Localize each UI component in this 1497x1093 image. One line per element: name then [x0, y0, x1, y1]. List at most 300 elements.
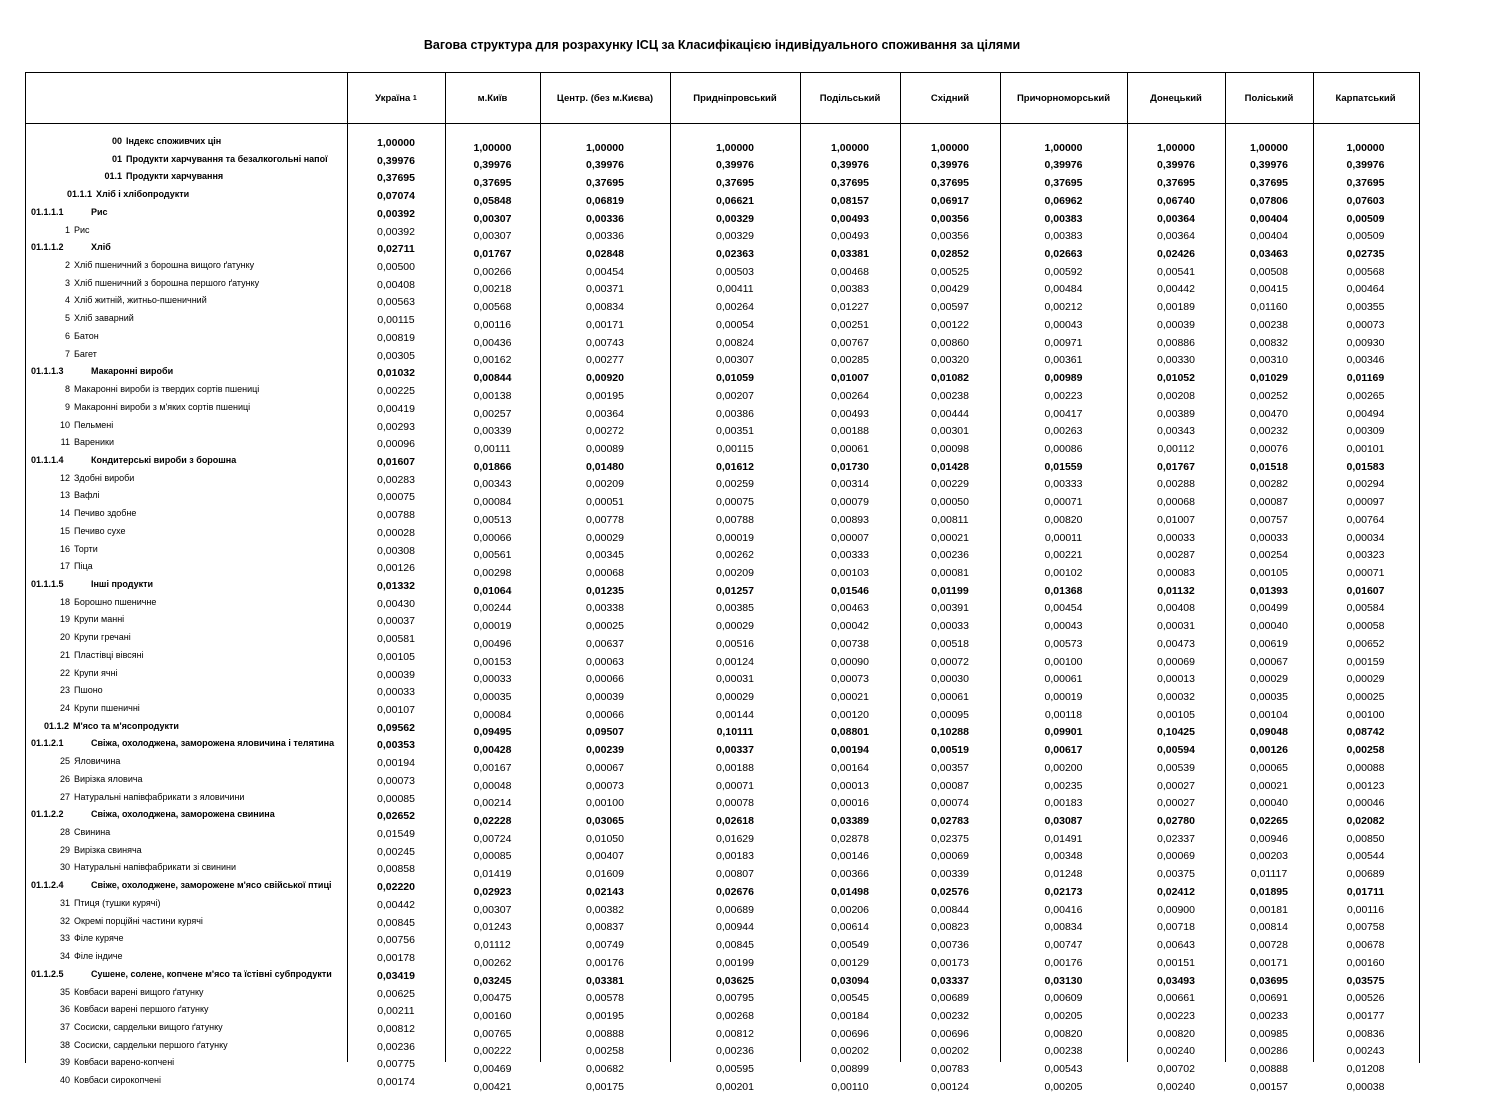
value-cell: 0,00860 [931, 336, 969, 349]
value-cell: 0,00051 [586, 496, 624, 509]
table-row [27, 933, 1418, 951]
value-cell: 0,00265 [1346, 389, 1385, 402]
row-name: Індекс споживчих цін [126, 136, 222, 146]
value-cell: 0,00028 [377, 526, 415, 539]
table-row [27, 331, 1418, 349]
value-cell: 0,00788 [377, 509, 415, 522]
value-cell: 0,00736 [931, 939, 969, 952]
table-row [27, 685, 1418, 703]
row-name: Ковбаси варені вищого ґатунку [74, 986, 204, 997]
value-cell: 0,00832 [1250, 336, 1288, 349]
value-cell: 1,00000 [1157, 141, 1195, 154]
row-label [27, 526, 347, 544]
value-cell: 0,00116 [1346, 903, 1385, 916]
value-cell: 0,00037 [377, 615, 415, 628]
value-cell: 0,00159 [1346, 655, 1385, 668]
row-name: Свіжа, охолоджена, заморожена свинина [91, 809, 275, 820]
value-cell: 0,01518 [1250, 460, 1288, 473]
value-cell: 0,00724 [473, 832, 512, 845]
value-cell: 0,00206 [831, 903, 869, 916]
value-cell: 0,00293 [377, 420, 415, 433]
row-label [27, 880, 347, 898]
value-cell: 0,00116 [473, 318, 512, 331]
row-name: Борошно пшеничне [74, 596, 157, 607]
row-label [27, 916, 347, 934]
value-cell: 0,00383 [831, 283, 869, 296]
value-cell: 0,02780 [1157, 815, 1195, 828]
value-cell: 0,01050 [586, 832, 624, 845]
value-cell: 0,00235 [1044, 779, 1083, 792]
value-cell: 0,00442 [1157, 283, 1195, 296]
value-cell: 0,00310 [1250, 354, 1288, 367]
value-cell: 0,37695 [586, 177, 624, 190]
column-header-prydniprovskyi: Придніпровський [693, 92, 777, 104]
value-cell: 0,00088 [1346, 761, 1385, 774]
value-cell: 0,00496 [473, 637, 512, 650]
value-cell: 0,01243 [473, 921, 512, 934]
value-cell: 0,00069 [1157, 850, 1195, 863]
row-name: Макаронні вироби [91, 366, 174, 377]
value-cell: 0,00526 [1346, 992, 1385, 1005]
table-row [27, 951, 1418, 969]
row-label [27, 384, 347, 402]
value-cell: 0,00404 [1250, 230, 1288, 243]
row-name: Сосиски, сардельки вищого ґатунку [74, 1021, 223, 1032]
value-cell: 0,00069 [1157, 655, 1195, 668]
value-cell: 0,00391 [931, 602, 969, 615]
value-cell: 0,00900 [1157, 903, 1195, 916]
value-cell: 0,00509 [1346, 212, 1385, 225]
row-name: Інші продукти [91, 578, 154, 589]
value-cell: 0,00568 [1346, 265, 1385, 278]
value-cell: 0,02735 [1346, 248, 1385, 261]
value-cell: 0,00329 [716, 212, 754, 225]
row-name: Багет [74, 348, 97, 359]
value-cell: 0,00834 [586, 301, 624, 314]
row-code: 01.1 [104, 171, 122, 182]
value-cell: 0,08742 [1346, 726, 1385, 739]
row-code: 16 [59, 543, 70, 554]
value-cell: 0,00129 [831, 956, 869, 969]
value-cell: 0,02265 [1250, 815, 1288, 828]
row-code: 01.1.1.4 [31, 454, 64, 465]
value-cell: 0,37695 [377, 172, 415, 185]
table-row [27, 437, 1418, 455]
value-cell: 0,03094 [831, 974, 869, 987]
value-cell: 0,00689 [1346, 868, 1385, 881]
value-cell: 0,00339 [473, 425, 512, 438]
value-cell: 0,00262 [716, 549, 754, 562]
table-row [27, 349, 1418, 367]
row-name: Кондитерські вироби з борошна [91, 454, 237, 465]
table-row [27, 862, 1418, 880]
value-cell: 0,00578 [586, 992, 624, 1005]
column-header-center: Центр. (без м.Києва) [556, 92, 654, 104]
value-cell: 0,03381 [586, 974, 624, 987]
value-cell: 0,00038 [1346, 1080, 1385, 1093]
value-cell: 0,00157 [1250, 1080, 1288, 1093]
row-name: Рис [74, 224, 90, 235]
table-row [27, 508, 1418, 526]
value-cell: 0,00011 [1044, 531, 1083, 544]
value-cell: 0,00118 [1044, 708, 1083, 721]
value-cell: 0,00764 [1346, 513, 1385, 526]
value-cell: 0,00333 [831, 549, 869, 562]
value-cell: 0,01007 [831, 372, 869, 385]
value-cell: 0,00232 [931, 1009, 969, 1022]
value-cell: 0,00067 [1250, 655, 1288, 668]
row-label [27, 402, 347, 420]
value-cell: 0,00308 [377, 544, 415, 557]
value-cell: 0,00061 [1044, 673, 1083, 686]
value-cell: 0,00264 [716, 301, 754, 314]
value-cell: 0,01895 [1250, 885, 1288, 898]
value-cell: 0,03087 [1044, 815, 1083, 828]
value-cell: 0,00494 [1346, 407, 1385, 420]
row-name: Сушене, солене, копчене м'ясо та їстівні субпродукти [91, 968, 332, 979]
value-cell: 0,00493 [831, 212, 869, 225]
value-cell: 0,00819 [377, 331, 415, 344]
value-cell: 0,00661 [1157, 992, 1195, 1005]
value-cell: 0,00240 [1157, 1045, 1195, 1058]
value-cell: 0,00836 [1346, 1027, 1385, 1040]
value-cell: 0,00233 [1250, 1009, 1288, 1022]
value-cell: 0,01428 [931, 460, 969, 473]
value-cell: 1,00000 [1044, 141, 1083, 154]
value-cell: 0,00323 [1346, 549, 1385, 562]
value-cell: 0,01059 [716, 372, 754, 385]
row-code: 29 [59, 844, 70, 855]
value-cell: 0,03419 [377, 969, 415, 982]
value-cell: 0,00039 [1157, 318, 1195, 331]
value-cell: 0,01607 [377, 455, 415, 468]
value-cell: 0,02576 [931, 885, 969, 898]
value-cell: 0,00007 [831, 531, 869, 544]
row-name: Натуральні напівфабрикати з яловичини [74, 791, 245, 802]
row-label [27, 597, 347, 615]
table-row [27, 490, 1418, 508]
value-cell: 0,00294 [1346, 478, 1385, 491]
value-cell: 0,00076 [1250, 442, 1288, 455]
value-cell: 0,00930 [1346, 336, 1385, 349]
value-cell: 0,00609 [1044, 992, 1083, 1005]
value-cell: 0,00266 [473, 265, 512, 278]
column-header-skhidnyi: Східний [930, 92, 970, 104]
value-cell: 0,39976 [586, 159, 624, 172]
row-name: Хліб і хлібопродукти [96, 189, 190, 200]
value-cell: 0,00087 [931, 779, 969, 792]
value-cell: 0,00073 [586, 779, 624, 792]
value-cell: 0,39976 [473, 159, 512, 172]
row-name: Хліб пшеничний з борошна першого ґатунку [74, 277, 260, 288]
row-name: Свіжа, охолоджена, заморожена яловичина і телятина [91, 738, 335, 749]
value-cell: 0,01052 [1157, 372, 1195, 385]
value-cell: 0,02412 [1157, 885, 1195, 898]
row-label [27, 349, 347, 367]
value-cell: 0,00888 [586, 1027, 624, 1040]
row-name: Хліб заварний [74, 313, 134, 324]
value-cell: 0,00563 [377, 296, 415, 309]
value-cell: 0,00337 [716, 744, 754, 757]
row-code: 36 [59, 1004, 70, 1015]
value-cell: 0,00222 [473, 1045, 512, 1058]
value-cell: 0,00043 [1044, 318, 1083, 331]
value-cell: 0,03493 [1157, 974, 1195, 987]
row-name: Пельмені [74, 419, 114, 430]
value-cell: 0,00718 [1157, 921, 1195, 934]
value-cell: 0,00765 [473, 1027, 512, 1040]
row-label [27, 650, 347, 668]
value-cell: 0,00013 [1157, 673, 1195, 686]
row-code: 7 [64, 348, 70, 359]
value-cell: 0,01064 [473, 584, 512, 597]
value-cell: 0,00356 [931, 212, 969, 225]
value-cell: 0,00375 [1157, 868, 1195, 881]
value-cell: 0,00244 [473, 602, 512, 615]
value-cell: 0,00194 [831, 744, 869, 757]
column-header-karpatskyi: Карпатський [1335, 92, 1396, 104]
value-cell: 0,00029 [1346, 673, 1385, 686]
row-code: 34 [59, 951, 70, 962]
value-cell: 0,01029 [1250, 372, 1288, 385]
row-code: 2 [64, 260, 70, 271]
row-name: Здобні вироби [74, 472, 135, 483]
value-cell: 0,01393 [1250, 584, 1288, 597]
value-cell: 0,00484 [1044, 283, 1083, 296]
value-cell: 0,00102 [1044, 566, 1083, 579]
value-cell: 0,00258 [586, 1045, 624, 1058]
value-cell: 0,00124 [931, 1080, 969, 1093]
value-cell: 0,01419 [473, 868, 512, 881]
value-cell: 0,00298 [473, 566, 512, 579]
value-cell: 0,00468 [831, 265, 869, 278]
value-cell: 0,09048 [1250, 726, 1288, 739]
value-cell: 0,03130 [1044, 974, 1083, 987]
value-cell: 0,00027 [1157, 779, 1195, 792]
row-name: Рис [91, 206, 108, 217]
value-cell: 0,01199 [931, 584, 969, 597]
row-code: 5 [64, 313, 70, 324]
value-cell: 0,00171 [1250, 956, 1288, 969]
row-label [27, 632, 347, 650]
value-cell: 0,00366 [831, 868, 869, 881]
table-row [27, 171, 1418, 189]
value-cell: 0,00071 [1044, 496, 1083, 509]
value-cell: 0,00383 [1044, 212, 1083, 225]
value-cell: 0,00421 [473, 1080, 512, 1093]
value-cell: 0,00105 [1157, 708, 1195, 721]
value-cell: 0,00597 [931, 301, 969, 314]
value-cell: 0,00042 [831, 620, 869, 633]
value-cell: 0,01117 [1250, 868, 1288, 881]
table-row [27, 260, 1418, 278]
row-label [27, 225, 347, 243]
header-divider [25, 123, 1419, 124]
row-name: Печиво здобне [74, 508, 137, 519]
value-cell: 0,00068 [1157, 496, 1195, 509]
value-cell: 0,00343 [473, 478, 512, 491]
column-header-ukraine [347, 74, 445, 122]
value-cell: 0,00029 [1250, 673, 1288, 686]
value-cell: 0,00509 [1346, 230, 1385, 243]
value-cell: 0,00034 [1346, 531, 1385, 544]
row-code: 01.1.1.1 [31, 206, 64, 217]
value-cell: 0,00162 [473, 354, 512, 367]
value-cell: 0,02173 [1044, 885, 1083, 898]
value-cell: 0,00283 [377, 473, 415, 486]
value-cell: 0,00178 [377, 952, 415, 965]
value-cell: 0,00174 [377, 1076, 415, 1089]
table-row [27, 738, 1418, 756]
value-cell: 0,00858 [377, 863, 415, 876]
value-cell: 0,00814 [1250, 921, 1288, 934]
row-label [27, 207, 347, 225]
value-cell: 0,03389 [831, 815, 869, 828]
value-cell: 0,00307 [473, 212, 512, 225]
value-cell: 0,00837 [586, 921, 624, 934]
row-name: Піца [74, 561, 93, 572]
value-cell: 0,01032 [377, 367, 415, 380]
value-cell: 0,00124 [716, 655, 754, 668]
value-cell: 0,00264 [831, 389, 869, 402]
value-cell: 0,00090 [831, 655, 869, 668]
row-name: Окремі порційні частини курячі [74, 915, 203, 926]
value-cell: 0,00758 [1346, 921, 1385, 934]
row-label [27, 171, 347, 189]
value-cell: 0,00033 [1157, 531, 1195, 544]
value-cell: 0,00775 [377, 1058, 415, 1071]
row-code: 01.1.2.1 [31, 738, 64, 749]
value-cell: 0,00033 [931, 620, 969, 633]
value-cell: 0,00287 [1157, 549, 1195, 562]
value-cell: 0,00207 [716, 389, 754, 402]
value-cell: 0,00160 [1346, 956, 1385, 969]
row-code: 38 [59, 1039, 70, 1050]
value-cell: 0,00743 [586, 336, 624, 349]
value-cell: 0,00097 [1346, 496, 1385, 509]
value-cell: 0,00625 [377, 987, 415, 1000]
value-cell: 0,03463 [1250, 248, 1288, 261]
value-cell: 0,00382 [586, 903, 624, 916]
value-cell: 0,00503 [716, 265, 754, 278]
row-code: 20 [59, 632, 70, 643]
row-code: 01.1.1.5 [31, 578, 64, 589]
row-code: 12 [59, 472, 70, 483]
value-cell: 0,00419 [377, 402, 415, 415]
value-cell: 0,00039 [377, 668, 415, 681]
value-cell: 0,00364 [586, 407, 624, 420]
value-cell: 0,00416 [1044, 903, 1083, 916]
value-cell: 0,00415 [1250, 283, 1288, 296]
value-cell: 0,00238 [1250, 318, 1288, 331]
value-cell: 0,00305 [377, 349, 415, 362]
value-cell: 1,00000 [716, 141, 754, 154]
value-cell: 0,00788 [716, 513, 754, 526]
column-header-poliskyi: Поліський [1244, 92, 1294, 104]
value-cell: 0,00807 [716, 868, 754, 881]
table-row [27, 455, 1418, 473]
value-cell: 0,00025 [1346, 691, 1385, 703]
value-cell: 0,00066 [586, 673, 624, 686]
value-cell: 0,02923 [473, 885, 512, 898]
value-cell: 0,00065 [1250, 761, 1288, 774]
value-cell: 0,00079 [831, 496, 869, 509]
value-cell: 0,01612 [716, 460, 754, 473]
value-cell: 0,00101 [1346, 442, 1385, 455]
value-cell: 0,00030 [931, 673, 969, 686]
value-cell: 0,01549 [377, 828, 415, 841]
row-label [27, 278, 347, 296]
value-cell: 0,00195 [586, 389, 624, 402]
value-cell: 0,00103 [831, 566, 869, 579]
column-header-prychornomorskyi: Причорноморський [1016, 92, 1111, 104]
value-cell: 0,00252 [1250, 389, 1288, 402]
value-cell: 1,00000 [377, 137, 415, 149]
row-code: 01.1.1.3 [31, 366, 64, 377]
value-cell: 0,00272 [586, 425, 624, 438]
value-cell: 0,00243 [1346, 1045, 1385, 1058]
row-label [27, 508, 347, 526]
value-cell: 0,00444 [931, 407, 969, 420]
value-cell: 0,00098 [931, 442, 969, 455]
table-row [27, 1075, 1418, 1093]
value-cell: 0,00820 [1044, 513, 1083, 526]
value-cell: 0,00073 [1346, 318, 1385, 331]
row-code: 11 [60, 437, 70, 448]
table-row [27, 313, 1418, 331]
value-cell: 0,00016 [831, 797, 869, 810]
value-cell: 0,00073 [831, 673, 869, 686]
value-cell: 0,01007 [1157, 513, 1195, 526]
value-cell: 0,00019 [716, 531, 754, 544]
value-cell: 0,39976 [716, 159, 754, 172]
value-cell: 0,00223 [1044, 389, 1083, 402]
value-cell: 0,00345 [586, 549, 624, 562]
row-name: Продукти харчування [126, 171, 224, 182]
value-cell: 0,00221 [1044, 549, 1083, 562]
value-cell: 0,00795 [716, 992, 754, 1005]
value-cell: 0,00081 [931, 566, 969, 579]
row-name: Натуральні напівфабрикати зі свинини [74, 862, 236, 873]
table-row [27, 242, 1418, 260]
value-cell: 0,00120 [831, 708, 869, 721]
column-header-label: Україна [375, 92, 411, 104]
value-cell: 0,01730 [831, 460, 869, 473]
row-name: Хліб пшеничний з борошна вищого ґатунку [74, 260, 255, 271]
table-row [27, 969, 1418, 987]
table-row [27, 650, 1418, 668]
row-name: Пшоно [74, 685, 103, 696]
value-cell: 0,01257 [716, 584, 754, 597]
row-label [27, 809, 347, 827]
value-cell: 0,00301 [931, 425, 969, 438]
value-cell: 0,02848 [586, 248, 624, 261]
row-name: Крупи манні [74, 614, 125, 625]
row-label [27, 738, 347, 756]
value-cell: 0,37695 [831, 177, 869, 190]
value-cell: 0,00371 [586, 283, 624, 296]
value-cell: 0,00033 [377, 686, 415, 699]
value-cell: 0,00493 [831, 230, 869, 243]
value-cell: 0,01248 [1044, 868, 1083, 881]
value-cell: 0,00071 [716, 779, 754, 792]
row-name: Свинина [74, 827, 111, 838]
table-row [27, 189, 1418, 207]
value-cell: 0,07074 [377, 190, 415, 203]
row-code: 01.1.2.4 [31, 880, 64, 891]
value-cell: 0,00236 [931, 549, 969, 562]
value-cell: 0,00078 [716, 797, 754, 810]
